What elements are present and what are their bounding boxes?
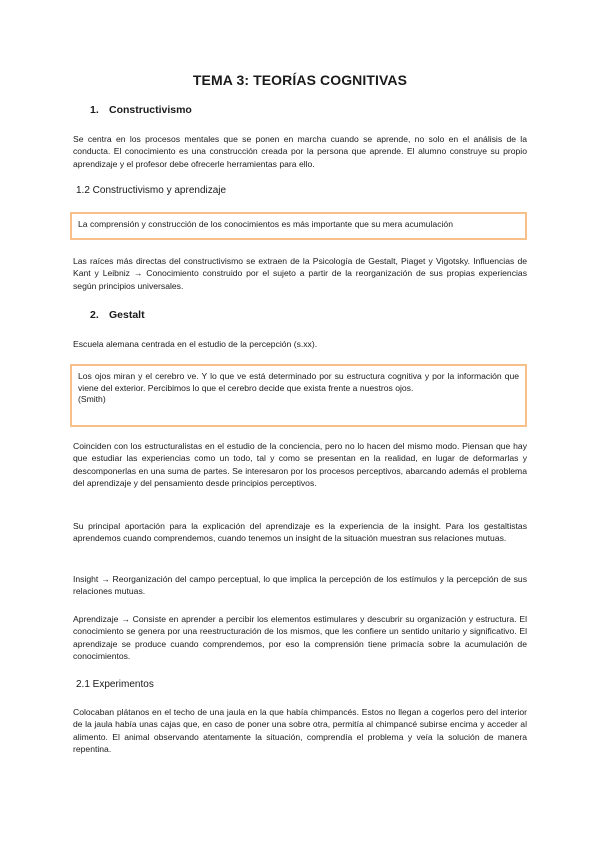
highlight-box (70, 212, 527, 240)
subsection-2-1-heading: 2.1 Experimentos (76, 679, 154, 690)
quote-author: (Smith) (78, 394, 106, 404)
subsection-1-2-heading: 1.2 Constructivismo y aprendizaje (76, 185, 227, 196)
section-2-paragraph-1: Coinciden con los estructuralistas en el estudio de la conciencia, pero no lo hacen del mismo modo. Piensan que hay que estudiar las experiencias como un todo, tal y como se presentan en la realidad, en lugar de deformarlas y descomponerlas en una suma de partes. Se interesaron por los procesos perceptivos, abarcando además el problema del aprendizaje y del pensamiento desde principios perceptivos. (73, 441, 527, 488)
section-2-title: Gestalt (109, 309, 145, 321)
section-1-title: Constructivismo (109, 104, 192, 116)
section-1-heading (90, 104, 544, 116)
highlight-text: La comprensión y construcción de los conocimientos es más importante que su mera acumulación (78, 219, 453, 229)
section-1-paragraph-2: Las raíces más directas del constructivismo se extraen de la Psicología de Gestalt, Piaget y Vigotsky. Influencias de Kant y Leibniz → Conocimiento construido por el sujeto a partir de la reorganización de sus propias experiencias según principios universales. (73, 256, 527, 291)
section-1-number: 1. (90, 104, 99, 116)
section-2-paragraph-3: Insight → Reorganización del campo perceptual, lo que implica la percepción de los estímulos y la percepción de sus relaciones mutuas. (73, 574, 527, 597)
section-2-heading (90, 309, 544, 321)
section-2-paragraph-4: Aprendizaje → Consiste en aprender a percibir los elementos estimulares y descubrir su organización y estructura. El conocimiento se genera por una reestructuración de los mismos, que les confiere un sentido unitario y significativo. El aprendizaje se produce cuando comprendemos, por eso la comprensión tiene primacía sobre la acumulación de conocimientos. (73, 614, 527, 661)
section-1-paragraph: Se centra en los procesos mentales que se ponen en marcha cuando se aprende, no solo en el análisis de la conducta. El conocimiento es una construcción creada por la persona que aprende. El alumno construye su propio aprendizaje y el profesor debe ofrecerle herramientas para ello. (73, 134, 527, 169)
section-2-number: 2. (90, 309, 99, 321)
section-2-intro: Escuela alemana centrada en el estudio de la percepción (s.xx). (73, 339, 318, 349)
quote-text: Los ojos miran y el cerebro ve. Y lo que ve está determinado por su estructura cognitiva y por la información que viene del exterior. Percibimos lo que el cerebro decide que exista frente a nuestros ojos. (78, 371, 519, 393)
section-2-paragraph-5: Colocaban plátanos en el techo de una jaula en la que había chimpancés. Estos no llegan a cogerlos pero del interior de la jaula había unas cajas que, en caso de poner una sobre otra, permitía al chimpancé subirse encima y acceder al alimento. El animal observando atentamente la situación, comprendía el problema y veía la solución de manera repentina. (73, 707, 527, 754)
section-2-paragraph-2: Su principal aportación para la explicación del aprendizaje es la experiencia de la insight. Para los gestaltistas aprendemos cuando comprendemos, cuando tenemos un insight de la situación muestran sus relaciones mutuas. (73, 521, 527, 544)
page-title: TEMA 3: TEORÍAS COGNITIVAS (192, 72, 408, 88)
quote-box (70, 364, 527, 427)
